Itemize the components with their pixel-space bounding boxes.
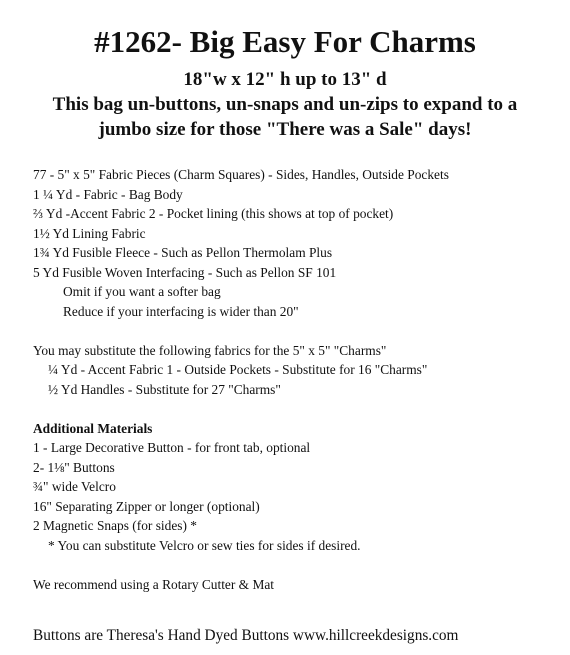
additional-item: 2- 1⅛" Buttons bbox=[33, 459, 115, 475]
snaps-footnote: * You can substitute Velcro or sew ties for sides if desired. bbox=[48, 537, 361, 553]
spacer bbox=[33, 555, 563, 575]
additional-item: 16" Separating Zipper or longer (optional) bbox=[33, 498, 260, 514]
fabric-item: 1 ¼ Yd - Fabric - Bag Body bbox=[33, 186, 183, 202]
spacer bbox=[33, 321, 563, 341]
substitute-intro: You may substitute the following fabrics for the 5" x 5" "Charms" bbox=[33, 342, 387, 358]
interfacing-note: Omit if you want a softer bag bbox=[63, 284, 221, 299]
spacer bbox=[33, 399, 563, 419]
materials-section bbox=[33, 165, 563, 594]
tool-recommendation: We recommend using a Rotary Cutter & Mat bbox=[33, 576, 275, 592]
substitute-item: ½ Yd Handles - Substitute for 27 "Charms" bbox=[48, 381, 281, 397]
bag-dimensions: 18"w x 12" h up to 13" d bbox=[183, 69, 387, 90]
additional-materials-heading: Additional Materials bbox=[33, 420, 153, 436]
additional-item: 2 Magnetic Snaps (for sides) * bbox=[33, 518, 198, 533]
fabric-item: 5 Yd Fusible Woven Interfacing - Such as Pellon SF 101 bbox=[33, 264, 337, 280]
fabric-item: 77 - 5" x 5" Fabric Pieces (Charm Squares) - Sides, Handles, Outside Pockets bbox=[33, 167, 449, 182]
additional-item: 1 - Large Decorative Button - for front tab, optional bbox=[33, 440, 311, 455]
buttons-credit: Buttons are Theresa's Hand Dyed Buttons www.hillcreekdesigns.com bbox=[33, 627, 459, 644]
substitute-item: ¼ Yd - Accent Fabric 1 - Outside Pockets - Substitute for 16 "Charms" bbox=[48, 362, 428, 377]
page-title: #1262- Big Easy For Charms bbox=[94, 24, 476, 59]
interfacing-note: Reduce if your interfacing is wider than 20" bbox=[63, 303, 299, 319]
fabric-item: 1¾ Yd Fusible Fleece - Such as Pellon Thermolam Plus bbox=[33, 245, 333, 260]
bag-description-line-1: This bag un-buttons, un-snaps and un-zips to expand to a bbox=[52, 94, 518, 115]
fabric-item: 1½ Yd Lining Fabric bbox=[33, 225, 146, 241]
additional-item: ¾" wide Velcro bbox=[33, 479, 116, 494]
fabric-item: ⅔ Yd -Accent Fabric 2 - Pocket lining (this shows at top of pocket) bbox=[33, 206, 394, 221]
bag-description-line-2: jumbo size for those "There was a Sale" days! bbox=[98, 119, 472, 140]
